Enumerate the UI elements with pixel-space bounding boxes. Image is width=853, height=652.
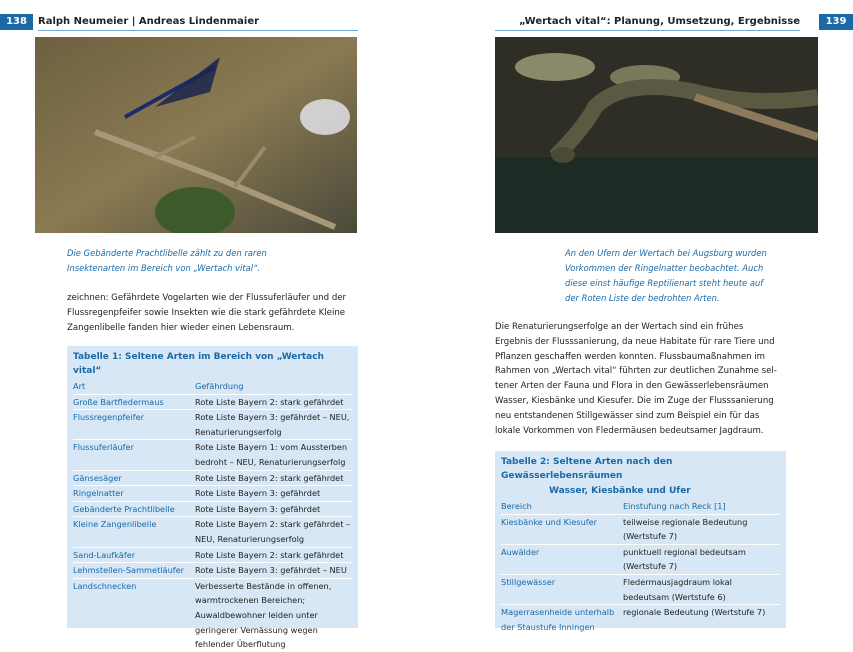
cell-label: Ringelnatter (73, 488, 124, 499)
cell-value: teilweise regionale Bedeutung (Wertstufe 7) (623, 516, 748, 542)
column-header: Gefährdung (195, 381, 244, 391)
text-line: zeichnen: Gefährdete Vogelarten wie der Flussuferläufer und der (67, 293, 347, 303)
table-row (73, 409, 352, 439)
column-header: Einstufung nach Reck [1] (623, 501, 726, 511)
cell-label: Gänsesäger (73, 472, 122, 483)
grass-snake-photo (495, 37, 818, 233)
cell-label: Landschnecken (73, 580, 137, 591)
text-line: lokale Vorkommen von Fledermäusen bedeutsamer Jagdraum. (495, 425, 764, 436)
caption-line: Vorkommen der Ringelnatter beobachtet. Auch (565, 263, 764, 273)
body-text-right (495, 320, 777, 438)
table-title-line-2: Wasser, Kiesbänke und Ufer (549, 486, 691, 496)
column-header: Art (73, 381, 86, 391)
caption-line: der Roten Liste der bedrohten Arten. (565, 293, 720, 303)
body-text-left (67, 291, 346, 335)
cell-label: Stillgewässer (501, 576, 556, 587)
caption-line: An den Ufern der Wertach bei Augsburg wurden (565, 248, 767, 258)
column-header: Bereich (501, 501, 532, 511)
dragonfly-photo (35, 37, 357, 233)
table-row (73, 439, 352, 469)
cell-value: Rote Liste Bayern 3: gefährdet (195, 503, 321, 514)
table-row (73, 470, 352, 486)
table-row (501, 604, 780, 634)
table-title: Tabelle 1: Seltene Arten im Bereich von „Wertach vital“ (73, 352, 324, 376)
cell-value: Rote Liste Bayern 2: stark gefährdet (195, 396, 344, 407)
running-header-right: „Wertach vital“: Planung, Umsetzung, Ergebnisse (495, 14, 800, 31)
photo-caption-left (67, 246, 267, 276)
cell-value: Rote Liste Bayern 2: stark gefährdet – NEU, Renaturierungserfolg (195, 519, 351, 544)
cell-label: Sand-Laufkäfer (73, 549, 136, 560)
table-row (501, 544, 780, 574)
table-row (73, 485, 352, 501)
table-1 (67, 346, 358, 650)
cell-value: Rote Liste Bayern 2: stark gefährdet (195, 472, 344, 483)
cell-label: Flussregenpfeifer (73, 412, 145, 423)
table-row (501, 574, 780, 604)
cell-label: Kleine Zangenlibelle (73, 519, 157, 530)
cell-value: Rote Liste Bayern 1: vom Aussterben bedroht – NEU, Renaturierungserfolg (195, 442, 348, 467)
cell-value: Fledermausjagdraum lokal bedeutsam (Wertstufe 6) (623, 576, 732, 602)
cell-label: Gebänderte Prachtlibelle (73, 503, 175, 514)
cell-value: Rote Liste Bayern 3: gefährdet (195, 488, 321, 499)
page-number-right: 139 (819, 14, 853, 30)
cell-label: Kiesbänke und Kiesufer (501, 516, 598, 527)
cell-value: regionale Bedeutung (Wertstufe 7) (623, 607, 766, 618)
table-row (73, 516, 352, 546)
table-row (73, 394, 352, 410)
cell-value: Rote Liste Bayern 3: gefährdet – NEU (195, 565, 347, 576)
page-number-left: 138 (0, 14, 33, 30)
cell-label: Magerrasenheide unterhalb der Staustufe Inningen (501, 607, 615, 632)
cell-value: Rote Liste Bayern 2: stark gefährdet (195, 549, 344, 560)
cell-label: Flussuferläufer (73, 442, 134, 453)
text-line: Wasser, Kiesbänke und Kiesufer. Die im Zuge der Flusssanierung (495, 395, 774, 406)
photo-caption-right (565, 246, 767, 306)
cell-value: Rote Liste Bayern 3: gefährdet – NEU, Renaturierungserfolg (195, 412, 350, 437)
running-header-left: Ralph Neumeier | Andreas Lindenmaier (38, 14, 358, 31)
caption-line: diese einst häufige Reptilienart steht heute auf (565, 278, 764, 288)
table-row (73, 562, 352, 578)
cell-value: Verbesserte Bestände in offenen, warmtrockenen Bereichen; Auwaldbewohner leiden unter geringerer Vernässung wegen fehlender Überflutung (195, 580, 332, 650)
table-title: Tabelle 2: Seltene Arten nach den Gewässerlebensräumen (501, 457, 673, 481)
caption-line: Insektenarten im Bereich von „Wertach vital“. (67, 263, 261, 273)
text-line: Pflanzen geschaffen werden konnten. Flussbaumaßnahmen im (495, 351, 766, 362)
table-row (73, 578, 352, 652)
cell-label: Auwälder (501, 546, 540, 557)
text-line: neu entstandenen Stillgewässer sind zum Beispiel ein für das (495, 410, 760, 421)
text-line: tener Arten der Fauna und Flora in den Gewässerlebensräumen (495, 381, 769, 392)
text-line: Ergebnis der Flusssanierung, da neue Habitate für rare Tiere und (495, 336, 775, 347)
text-line: Rahmen von „Wertach vital“ führten zur deutlichen Zunahme sel- (495, 366, 777, 377)
cell-label: Große Bartfledermaus (73, 396, 164, 407)
cell-value: punktuell regional bedeutsam (Wertstufe 7) (623, 546, 746, 572)
table-row (501, 514, 780, 544)
text-line: Zangenlibelle fanden hier wieder einen Lebensraum. (67, 322, 295, 333)
caption-line: Die Gebänderte Prachtlibelle zählt zu den raren (67, 248, 267, 258)
text-line: Die Renaturierungserfolge an der Wertach sind ein frühes (495, 322, 744, 332)
text-line: Flussregenpfeifer sowie Insekten wie die stark gefährdete Kleine (67, 307, 346, 318)
table-row (73, 501, 352, 517)
table-row (73, 547, 352, 563)
cell-label: Lehmstellen-Sammetläufer (73, 565, 185, 576)
table-2 (495, 451, 786, 632)
